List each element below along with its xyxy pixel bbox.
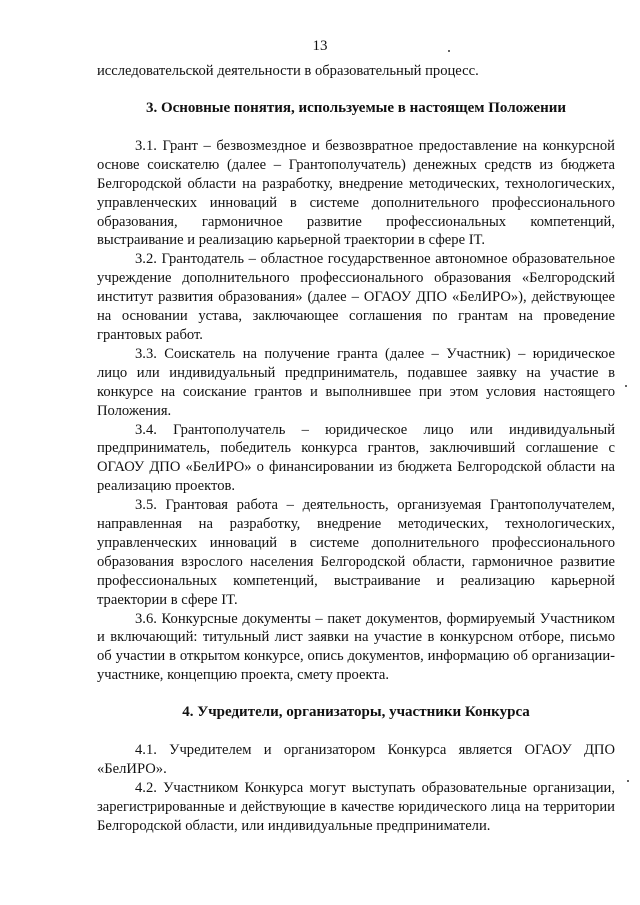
section-3-heading: 3. Основные понятия, используемые в настоящем Положении bbox=[145, 99, 567, 116]
scan-speck bbox=[448, 50, 450, 52]
paragraph-3-1: 3.1. Грант – безвозмездное и безвозвратное предоставление на конкурсной основе соискателю (далее – Грантополучатель) денежных средств из бюджета Белгородской области на разработку, внедрение методических, технологических, управленческих инноваций в системе дополнительного профессионального образования, гармоничное развитие профессиональных компетенций, выстраивание и реализацию карьерной траектории в сфере IT. bbox=[97, 137, 615, 249]
continued-paragraph: исследовательской деятельности в образовательный процесс. bbox=[97, 63, 479, 79]
section-4-heading: 4. Учредители, организаторы, участники Конкурса bbox=[182, 704, 530, 721]
paragraph-3-2: 3.2. Грантодатель – областное государственное автономное образовательное учреждение дополнительного профессионального образования «Белгородский институт развития образования» (далее – ОГАОУ ДПО «БелИРО»), действующее на основании устава, заключающее соглашения по грантам на проведение грантовых работ. bbox=[97, 251, 615, 343]
paragraph-3-4: 3.4. Грантополучатель – юридическое лицо или индивидуальный предприниматель, победитель конкурса грантов, заключивший соглашение с ОГАОУ ДПО «БелИРО» о финансировании из бюджета Белгородской области на реализацию проектов. bbox=[97, 421, 615, 495]
paragraph-3-6: 3.6. Конкурсные документы – пакет документов, формируемый Участником и включающий: титульный лист заявки на участие в конкурсном отборе, письмо об участии в открытом конкурсе, опись документов, информацию об организации-участнике, концепцию проекта, смету проекта. bbox=[97, 610, 615, 684]
paragraph-3-5: 3.5. Грантовая работа – деятельность, организуемая Грантополучателем, направленная на разработку, внедрение методических, технологических, управленческих инноваций в системе дополнительного профессионального образования взрослого населения Белгородской области, гармоничное развитие профессиональных компетенций, выстраивание и реализацию карьерной траектории в сфере IT. bbox=[97, 497, 615, 608]
paragraph-4-2: 4.2. Участником Конкурса могут выступать образовательные организации, зарегистрированные и действующие в качестве юридического лица на территории Белгородской области, или индивидуальные предприниматели. bbox=[97, 780, 615, 834]
document-body bbox=[97, 62, 615, 836]
paragraph-3-3: 3.3. Соискатель на получение гранта (далее – Участник) – юридическое лицо или индивидуальный предприниматель, подавшее заявку на участие в конкурсе на соискание грантов и выполнившее при этом условия настоящего Положения. bbox=[97, 345, 615, 419]
scan-speck bbox=[627, 780, 629, 782]
page-number: 13 bbox=[312, 38, 328, 54]
scan-speck bbox=[625, 385, 627, 387]
paragraph-4-1: 4.1. Учредителем и организатором Конкурса является ОГАОУ ДПО «БелИРО». bbox=[97, 742, 615, 778]
